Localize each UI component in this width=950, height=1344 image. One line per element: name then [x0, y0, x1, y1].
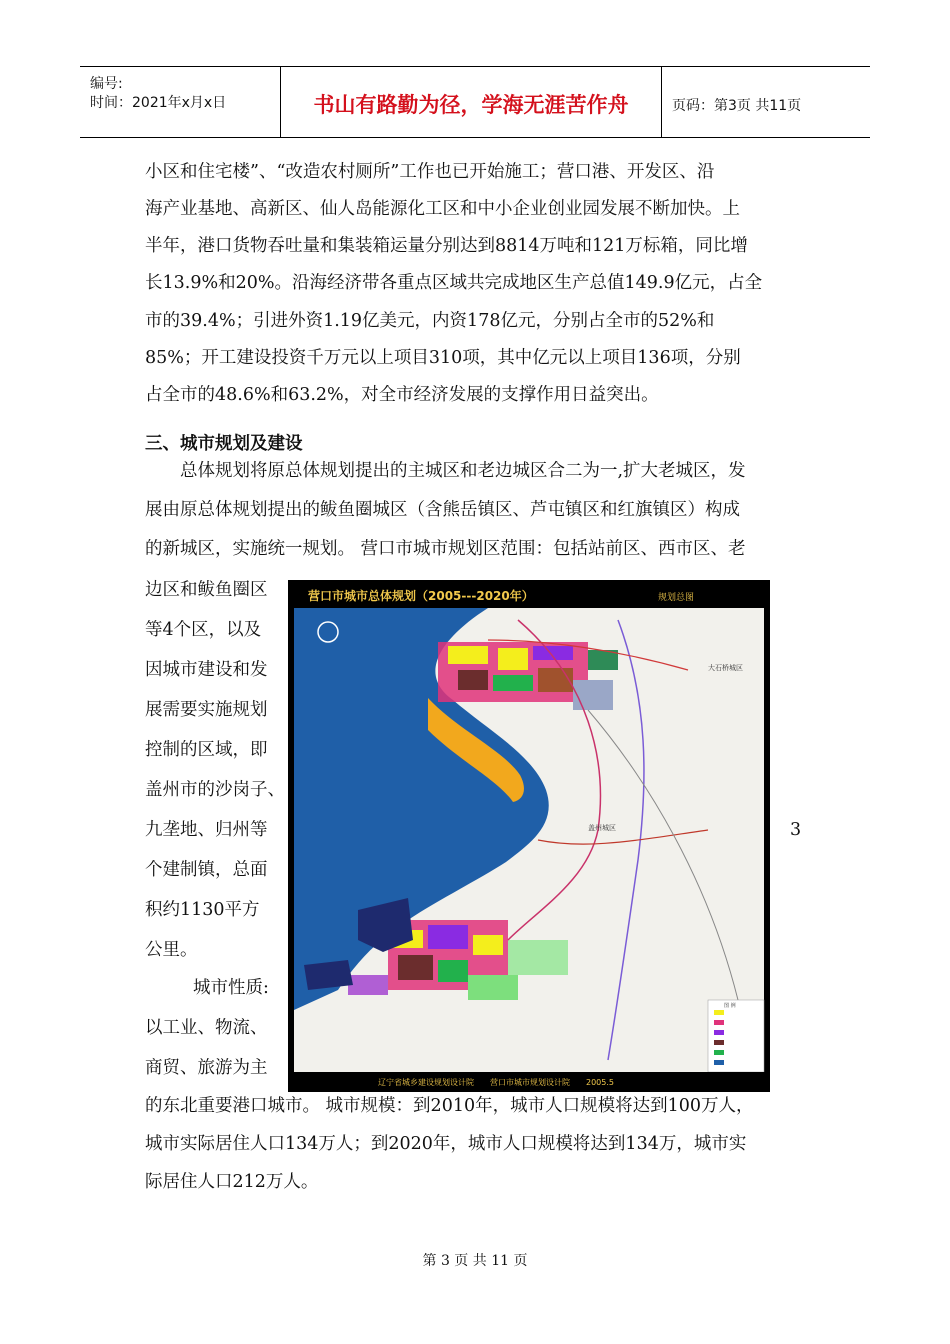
para2-line: 总体规划将原总体规划提出的主城区和老边城区合二为一,扩大老城区，发 [180, 461, 746, 481]
map-label-gaizhou: 盖州城区 [588, 824, 616, 832]
wrap-line: 以工业、物流、 [145, 1018, 268, 1038]
para1-line: 85%；开工建设投资千万元以上项目310项，其中亿元以上项目136项，分别 [145, 348, 741, 368]
map-footer: 辽宁省城乡建设规划设计院 营口市城市规划设计院 2005.5 [378, 1078, 614, 1087]
para1-line: 长13.9%和20%。沿海经济带各重点区域共完成地区生产总值149.9亿元，占全 [145, 273, 763, 293]
map-subtitle: 规划总图 [658, 593, 695, 603]
wrap-line: 公里。 [145, 940, 198, 960]
header-motto: 书山有路勤为径，学海无涯苦作舟 [313, 93, 629, 117]
para3-line: 际居住人口212万人。 [145, 1172, 319, 1192]
wrap-line: 九垄地、归州等 [145, 820, 268, 840]
header-page-info: 页码：第3页 共11页 [672, 98, 802, 114]
map-graphic [288, 580, 770, 1092]
map-label-dashiqiao: 大石桥城区 [708, 664, 743, 672]
map-legend-title: 图 例 [724, 1003, 736, 1009]
wrap-line: 控制的区域，即 [145, 740, 268, 760]
wrap-line: 边区和鲅鱼圈区 [145, 580, 268, 600]
header-meta-cell [80, 67, 280, 137]
para1-line: 占全市的48.6%和63.2%，对全市经济发展的支撑作用日益突出。 [145, 385, 659, 405]
wrap-line: 积约1130平方 [145, 900, 260, 920]
page-footer: 第 3 页 共 11 页 [422, 1253, 528, 1269]
wrap-line: 等4个区，以及 [145, 620, 262, 640]
para2-line: 的新城区，实施统一规划。 营口市城市规划区范围：包括站前区、西市区、老 [145, 539, 746, 559]
para1-line: 海产业基地、高新区、仙人岛能源化工区和中小企业创业园发展不断加快。上 [145, 199, 740, 219]
document-number-label: 编号: [90, 76, 123, 92]
page-header [80, 66, 870, 138]
para3-line: 城市实际居住人口134万人；到2020年，城市人口规模将达到134万，城市实 [145, 1134, 747, 1154]
header-page-cell [660, 67, 870, 137]
wrap-line: 商贸、旅游为主 [145, 1058, 268, 1078]
para1-line: 小区和住宅楼”、“改造农村厕所”工作也已开始施工；营口港、开发区、沿 [145, 162, 715, 182]
header-motto-cell [280, 67, 662, 137]
document-date-label: 时间：2021年x月x日 [90, 95, 227, 111]
wrap-line: 城市性质: [193, 978, 269, 998]
para1-line: 半年，港口货物吞吐量和集装箱运量分别达到8814万吨和121万标箱，同比增 [145, 236, 748, 256]
para3-line: 的东北重要港口城市。 城市规模：到2010年，城市人口规模将达到100万人， [145, 1096, 754, 1116]
city-planning-map [288, 580, 770, 1092]
section-heading: 三、城市规划及建设 [145, 434, 303, 454]
wrap-line: 个建制镇，总面 [145, 860, 268, 880]
para1-line: 市的39.4%；引进外资1.19亿美元，内资178亿元，分别占全市的52%和 [145, 311, 715, 331]
wrap-line: 展需要实施规划 [145, 700, 268, 720]
para2-line: 展由原总体规划提出的鲅鱼圈城区（含熊岳镇区、芦屯镇区和红旗镇区）构成 [145, 500, 740, 520]
wrap-line: 盖州市的沙岗子、 [145, 780, 285, 800]
wrap-line: 因城市建设和发 [145, 660, 268, 680]
stray-character: 3 [790, 820, 802, 840]
map-title: 营口市城市总体规划（2005---2020年） [308, 589, 534, 603]
